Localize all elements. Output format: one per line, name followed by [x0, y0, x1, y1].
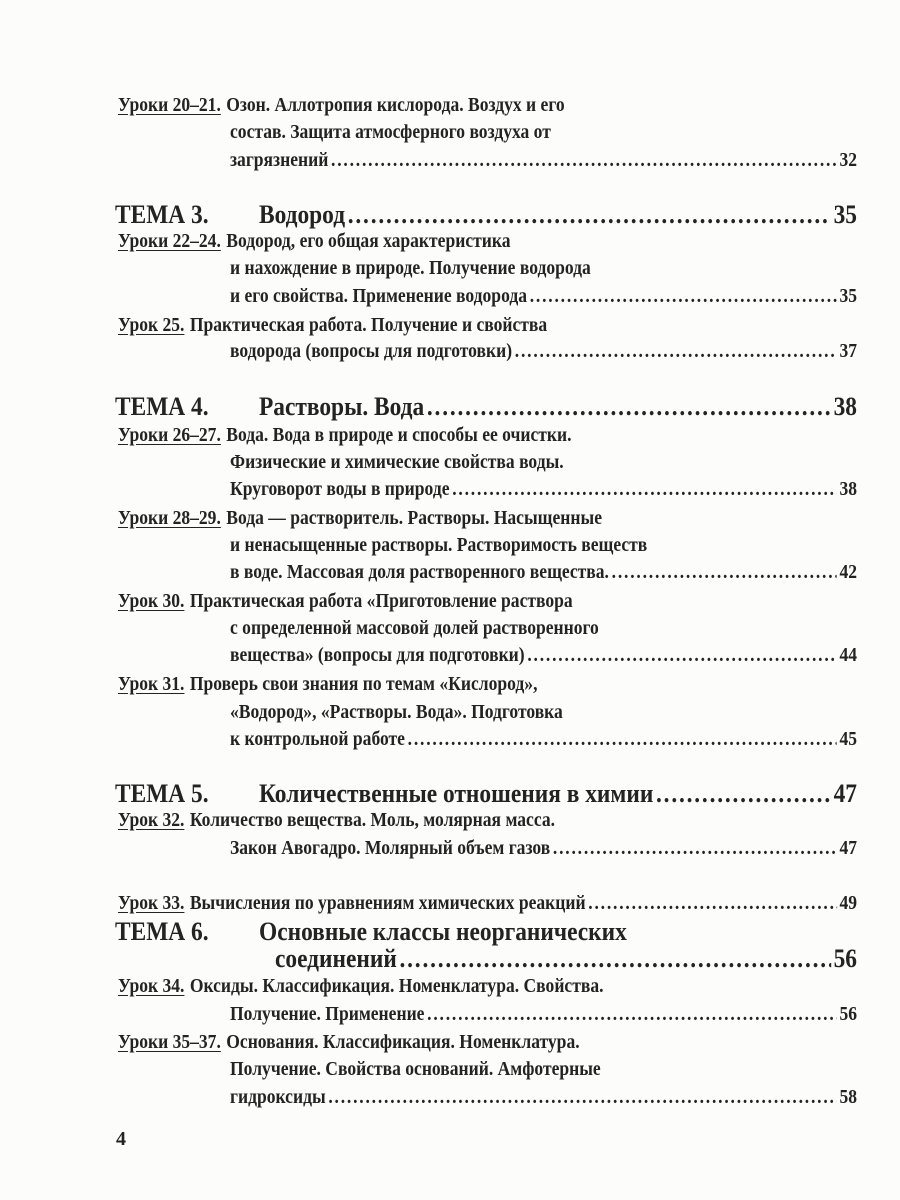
entry-title: к контрольной работе: [230, 729, 405, 750]
entry-title: «Водород», «Растворы. Вода». Подготовка: [230, 702, 563, 723]
page-number: 4: [116, 1128, 126, 1150]
toc-lesson-line: [118, 976, 603, 998]
entry-title: соединений: [275, 944, 397, 973]
dot-leader: [588, 893, 836, 915]
entry-title: вещества» (вопросы для подготовки): [230, 645, 525, 666]
entry-label: ТЕМА 3.: [115, 200, 209, 229]
entry-page-number: 32: [839, 150, 857, 171]
entry-title: Вода. Вода в природе и способы ее очистки.: [226, 425, 572, 446]
toc-lesson-line: [230, 535, 647, 557]
entry-title: Водород, его общая характеристика: [226, 231, 511, 252]
toc-topic-line: [115, 779, 857, 809]
entry-label: Урок 31.: [118, 674, 185, 695]
entry-title: Закон Авогадро. Молярный объем газов: [230, 838, 551, 859]
entry-page-number: 38: [839, 479, 857, 500]
entry-title: Практическая работа. Получение и свойства: [189, 315, 548, 336]
entry-label: Уроки 22–24.: [118, 231, 221, 252]
entry-title: и ненасыщенные растворы. Растворимость веществ: [230, 535, 648, 556]
toc-topic-line: [115, 200, 857, 230]
entry-page-number: 44: [839, 645, 857, 666]
entry-label: Урок 25.: [118, 315, 185, 336]
entry-page-number: 47: [839, 838, 857, 859]
entry-label: Уроки 35–37.: [118, 1032, 221, 1053]
entry-page-number: 35: [833, 200, 857, 229]
toc-lesson-line: [118, 591, 573, 613]
dot-leader: [408, 729, 837, 751]
entry-label: Уроки 20–21.: [118, 95, 221, 116]
entry-title: Проверь свои знания по темам «Кислород»,: [189, 674, 538, 695]
entry-page-number: 42: [839, 562, 857, 583]
dot-leader: [530, 286, 837, 308]
toc-lesson-line: [118, 315, 547, 337]
entry-title: Оксиды. Классификация. Номенклатура. Свойства.: [189, 976, 604, 997]
entry-label: ТЕМА 5.: [115, 779, 209, 808]
toc-lesson-line: [118, 508, 602, 530]
entry-page-number: 56: [839, 1004, 857, 1025]
entry-label: Урок 32.: [118, 810, 185, 831]
dot-leader: [656, 779, 831, 809]
toc-lesson-line: [118, 425, 572, 447]
toc-lesson-line: [230, 562, 857, 584]
entry-page-number: 45: [839, 729, 857, 750]
toc-lesson-line: [118, 893, 857, 915]
entry-title: Количественные отношения в химии: [259, 779, 654, 808]
toc-lesson-line: [230, 286, 857, 308]
toc-lesson-line: [230, 1087, 857, 1109]
toc-lesson-line: [118, 810, 555, 832]
toc-lesson-line: [230, 702, 563, 724]
entry-page-number: 38: [833, 392, 857, 421]
toc-lesson-line: [230, 618, 599, 640]
toc-topic-line: [275, 944, 857, 974]
entry-title: гидроксиды: [230, 1087, 326, 1108]
toc-lesson-line: [230, 150, 857, 172]
entry-label: ТЕМА 4.: [115, 392, 209, 421]
toc-lesson-line: [230, 645, 857, 667]
toc-lesson-line: [118, 95, 565, 117]
dot-leader: [527, 645, 836, 667]
toc-lesson-line: [118, 674, 537, 696]
entry-page-number: 47: [833, 779, 857, 808]
entry-page-number: 35: [839, 286, 857, 307]
entry-title: загрязнений: [230, 150, 329, 171]
entry-title: Водород: [259, 200, 346, 229]
dot-leader: [612, 562, 837, 584]
toc-lesson-line: [230, 1059, 601, 1081]
entry-title: Основания. Классификация. Номенклатура.: [226, 1032, 580, 1053]
entry-title: Вода — растворитель. Растворы. Насыщенные: [226, 508, 602, 529]
dot-leader: [452, 479, 837, 501]
dot-leader: [400, 944, 831, 974]
dot-leader: [331, 150, 837, 172]
entry-title: Круговорот воды в природе: [230, 479, 450, 500]
entry-title: с определенной массовой долей растворенного: [230, 618, 599, 639]
entry-title: Количество вещества. Моль, молярная масса.: [189, 810, 556, 831]
toc-lesson-line: [230, 838, 857, 860]
entry-title: Вычисления по уравнениям химических реакций: [189, 893, 586, 914]
dot-leader: [427, 392, 831, 422]
toc-lesson-line: [230, 479, 857, 501]
entry-title: в воде. Массовая доля растворенного вещества.: [230, 562, 609, 583]
toc-lesson-line: [230, 258, 591, 280]
dot-leader: [348, 200, 831, 230]
entry-label: Урок 34.: [118, 976, 185, 997]
entry-label: Уроки 26–27.: [118, 425, 221, 446]
dot-leader: [427, 1004, 837, 1026]
entry-title: Озон. Аллотропия кислорода. Воздух и его: [226, 95, 565, 116]
entry-label: Урок 33.: [118, 893, 185, 914]
entry-title: Физические и химические свойства воды.: [230, 452, 564, 473]
entry-title: Получение. Применение: [230, 1004, 425, 1025]
dot-leader: [553, 838, 837, 860]
toc-lesson-line: [230, 1004, 857, 1026]
entry-title: Получение. Свойства оснований. Амфотерные: [230, 1059, 601, 1080]
toc-lesson-line: [118, 231, 510, 253]
entry-title: водорода (вопросы для подготовки): [230, 341, 513, 362]
entry-label: ТЕМА 6.: [115, 917, 209, 946]
dot-leader: [515, 341, 837, 363]
toc-topic-line: [115, 917, 627, 947]
toc-lesson-line: [230, 452, 564, 474]
entry-page-number: 56: [833, 944, 857, 973]
dot-leader: [328, 1087, 836, 1109]
entry-title: Растворы. Вода: [259, 392, 425, 421]
entry-title: Практическая работа «Приготовление раствора: [189, 591, 573, 612]
entry-page-number: 49: [839, 893, 857, 914]
toc-lesson-line: [230, 729, 857, 751]
entry-label: Уроки 28–29.: [118, 508, 221, 529]
entry-title: состав. Защита атмосферного воздуха от: [230, 122, 551, 143]
toc-lesson-line: [118, 1032, 580, 1054]
entry-title: и нахождение в природе. Получение водорода: [230, 258, 591, 279]
entry-title: Основные классы неорганических: [259, 917, 627, 946]
toc-topic-line: [115, 392, 857, 422]
entry-label: Урок 30.: [118, 591, 185, 612]
entry-page-number: 37: [839, 341, 857, 362]
entry-title: и его свойства. Применение водорода: [230, 286, 527, 307]
toc-lesson-line: [230, 341, 857, 363]
toc-lesson-line: [230, 122, 551, 144]
entry-page-number: 58: [839, 1087, 857, 1108]
